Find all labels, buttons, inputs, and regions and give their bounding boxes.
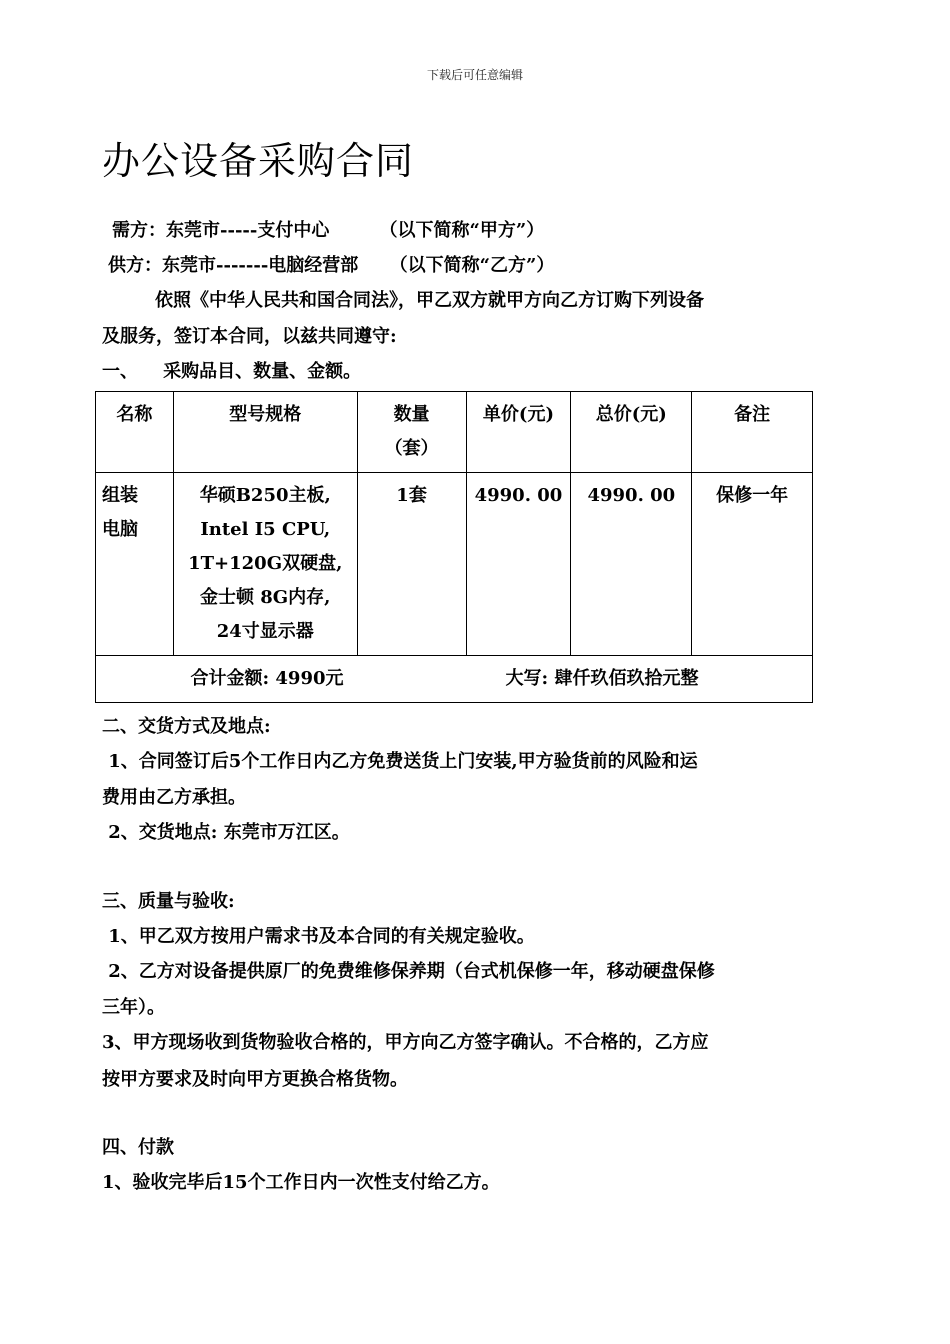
section-3-item-1: 1、甲乙双方按用户需求书及本合同的有关规定验收。 [102,926,535,947]
spec-line: 金士顿 8G内存, [200,587,331,608]
cell-name-line1: 组装 [102,485,138,506]
intro-line-2: 及服务，签订本合同，以兹共同遵守: [102,326,397,347]
cell-unit-price: 4990. 00 [466,473,571,656]
cell-name-line2: 电脑 [102,519,138,540]
cell-name [96,473,174,656]
section-3-item-2-line-2: 三年）。 [102,997,165,1018]
header-total-price: 总价(元) [571,392,692,473]
header-name: 名称 [96,392,174,473]
cell-qty: 1套 [357,473,466,656]
section-2-heading: 二、交货方式及地点: [102,716,271,737]
table-summary-row [96,656,813,703]
seller-line: 供方：东莞市-------电脑经营部 （以下简称“乙方”） [108,255,555,276]
header-remark: 备注 [692,392,813,473]
section-3-item-3-line-1: 3、甲方现场收到货物验收合格的，甲方向乙方签字确认。不合格的，乙方应 [102,1032,709,1053]
header-unit-price: 单价(元) [466,392,571,473]
cell-spec [173,473,357,656]
spec-line: 1T+120G双硬盘, [188,553,343,574]
section-2-item-2: 2、交货地点: 东莞市万江区。 [102,822,350,843]
section-3-item-3-line-2: 按甲方要求及时向甲方更换合格货物。 [102,1069,408,1090]
table-header-row [96,392,813,473]
spec-line: Intel I5 CPU, [200,519,331,540]
summary-total: 合计金额: 4990元 [190,668,344,689]
section-4-heading: 四、付款 [102,1137,174,1158]
header-qty [357,392,466,473]
header-spec: 型号规格 [173,392,357,473]
spec-line: 24寸显示器 [216,621,314,642]
section-3-heading: 三、质量与验收: [102,891,235,912]
buyer-line: 需方：东莞市-----支付中心 （以下简称“甲方”） [112,220,545,241]
cell-remark: 保修一年 [692,473,813,656]
header-qty-line2: （套） [384,438,439,459]
section-2-item-1-line-1: 1、合同签订后5个工作日内乙方免费送货上门安装,甲方验货前的风险和运 [102,751,698,772]
table-row [96,473,813,656]
section-4-item-1: 1、验收完毕后15个工作日内一次性支付给乙方。 [102,1172,500,1193]
page-title: 办公设备采购合同 [102,139,415,183]
header-note: 下载后可任意编辑 [426,68,523,82]
header-qty-line1: 数量 [393,404,430,425]
spec-line: 华硕B250主板, [199,485,331,506]
items-table [95,391,813,703]
intro-line-1: 依照《中华人民共和国合同法》，甲乙双方就甲方向乙方订购下列设备 [155,290,704,311]
section-1-heading: 一、 采购品目、数量、金额。 [102,361,362,382]
cell-total-price: 4990. 00 [571,473,692,656]
summary-capital: 大写: 肆仟玖佰玖拾元整 [505,668,699,689]
summary-cell [96,656,813,703]
section-2-item-1-line-2: 费用由乙方承担。 [102,787,246,808]
section-3-item-2-line-1: 2、乙方对设备提供原厂的免费维修保养期（台式机保修一年，移动硬盘保修 [102,961,715,982]
